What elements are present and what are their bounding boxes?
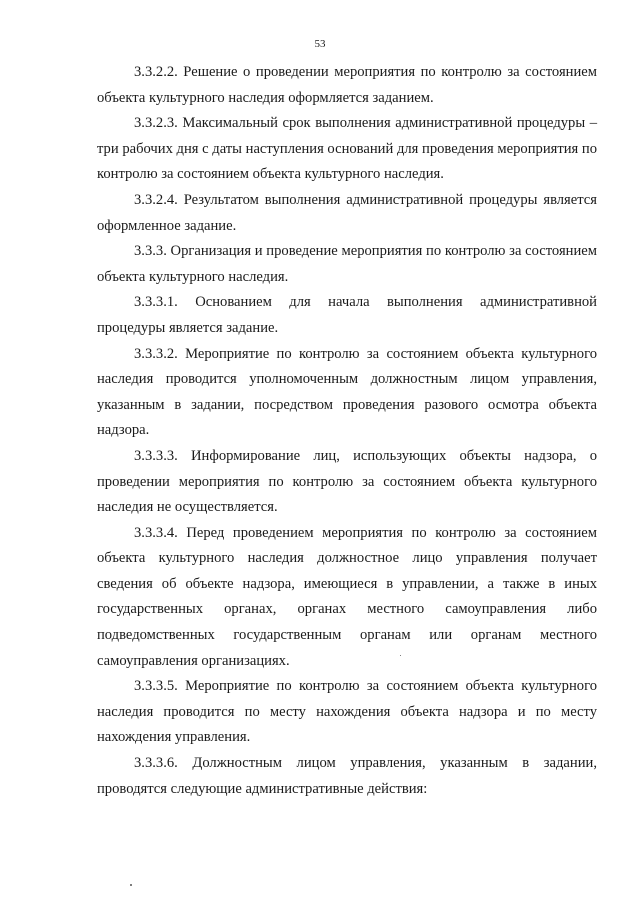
paragraph-3-3-3-5: 3.3.3.5. Мероприятие по контролю за состоянием объекта культурного наследия проводится по месту нахождения объекта надзора и по месту нахождения управления. [97, 678, 597, 746]
paragraph-3-3-3-1: 3.3.3.1. Основанием для начала выполнения административной процедуры является задание. [97, 294, 597, 336]
paragraph-3-3-2-4: 3.3.2.4. Результатом выполнения административной процедуры является оформленное задание. [97, 191, 597, 234]
paragraph-3-3-2-3: 3.3.2.3. Максимальный срок выполнения административной процедуры – три рабочих дня с даты наступления оснований для проведения мероприятия по контролю за состоянием объекта культурного наследия. [97, 115, 597, 183]
document-body [97, 60, 597, 802]
paragraph-3-3-3-4: 3.3.3.4. Перед проведением мероприятия по контролю за состоянием объекта культурного наследия должностное лицо управления получает сведения об объекте надзора, имеющиеся в управлении, а также в иных государственных органах, органах местного самоуправления либо подведомственных государственным органам или органам местного самоуправления организациях. [97, 524, 597, 669]
paragraph-3-3-3-3: 3.3.3.3. Информирование лиц, использующих объекты надзора, о проведении мероприятия по контролю за состоянием объекта культурного наследия не осуществляется. [97, 447, 597, 516]
page-number: 53 [314, 38, 326, 50]
scan-speck [400, 655, 401, 656]
paragraph-3-3-3-2: 3.3.3.2. Мероприятие по контролю за состоянием объекта культурного наследия проводится уполномоченным должностным лицом управления, указанным в задании, посредством проведения разового осмотра объекта надзора. [97, 345, 597, 439]
scan-speck [130, 884, 132, 886]
paragraph-3-3-3: 3.3.3. Организация и проведение мероприятия по контролю за состоянием объекта культурного наследия. [97, 243, 597, 285]
paragraph-3-3-2-2: 3.3.2.2. Решение о проведении мероприятия по контролю за состоянием объекта культурного наследия оформляется заданием. [97, 64, 597, 106]
paragraph-3-3-3-6: 3.3.3.6. Должностным лицом управления, указанным в задании, проводятся следующие административные действия: [97, 755, 597, 797]
